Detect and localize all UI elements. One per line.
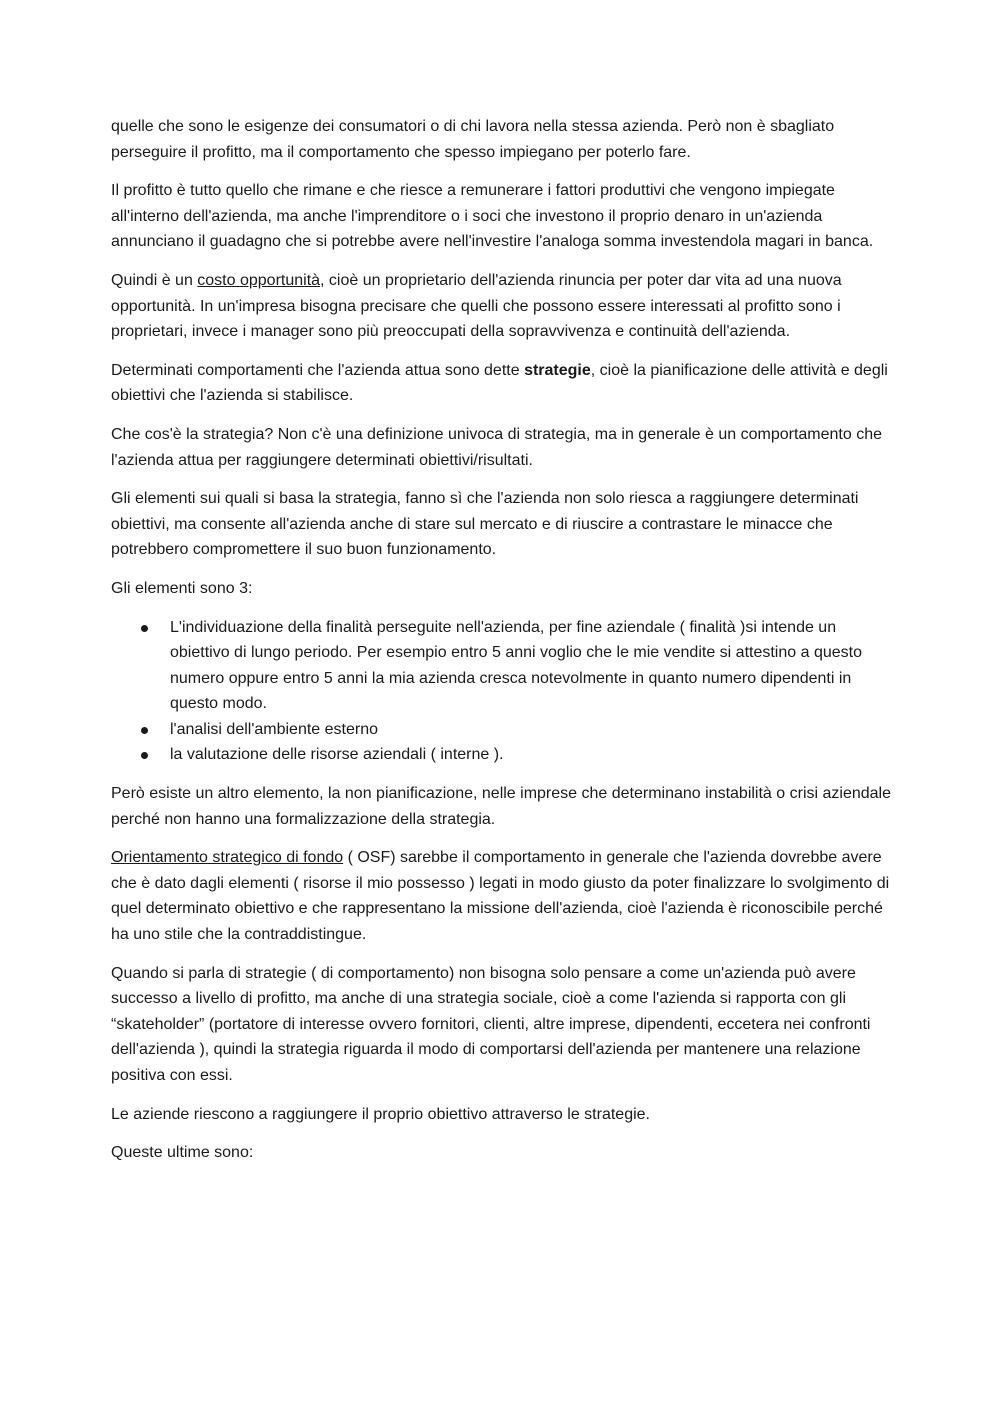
paragraph-osf bbox=[111, 845, 891, 947]
paragraph-profitto: Il profitto è tutto quello che rimane e che riesce a remunerare i fattori produttivi che vengono impiegate all'interno dell'azienda, ma anche l'imprenditore o i soci che investono il proprio denaro in un'azienda annunciano il guadagno che si potrebbe avere nell'investire l'analoga somma investendola magari in banca. bbox=[111, 182, 874, 251]
paragraph-elementi-strategia: Gli elementi sui quali si basa la strategia, fanno sì che l'azienda non solo riesca a raggiungere determinati obiettivi, ma consente all'azienda anche di stare sul mercato e di riuscire a contrastare le minacce che potrebbero compromettere il suo buon funzionamento. bbox=[111, 490, 859, 559]
text-segment: ( OSF) sarebbe il comportamento in generale che l'azienda dovrebbe avere che è dato dagli elementi ( risorse il mio possesso ) legati in modo giusto da poter finalizzare lo svolgimento di quel determinato obiettivo e che rappresentano la missione dell'azienda, cioè l'azienda è riconoscibile perché ha uno stile che la contraddistingue. bbox=[111, 849, 890, 944]
paragraph-costo-opportunita bbox=[111, 268, 891, 345]
paragraph-non-pianificazione: Però esiste un altro elemento, la non pianificazione, nelle imprese che determinano instabilità o crisi aziendale perché non hanno una formalizzazione della strategia. bbox=[111, 785, 891, 828]
text-segment: , cioè la pianificazione delle attività e degli obiettivi che l'azienda si stabilisce. bbox=[111, 361, 888, 405]
bullet-icon bbox=[141, 752, 148, 759]
bullet-icon bbox=[141, 625, 148, 632]
list-item bbox=[111, 615, 891, 717]
document-page bbox=[111, 114, 891, 1179]
paragraph-obiettivo: Le aziende riescono a raggiungere il proprio obiettivo attraverso le strategie. bbox=[111, 1105, 650, 1123]
paragraph-queste-ultime: Queste ultime sono: bbox=[111, 1144, 254, 1162]
text-segment: Quindi è un bbox=[111, 271, 198, 289]
paragraph-esigenze: quelle che sono le esigenze dei consumatori o di chi lavora nella stessa azienda. Però non è sbagliato perseguire il profitto, ma il comportamento che spesso impiegano per poterlo fare. bbox=[111, 118, 835, 161]
list-item-text: l'analisi dell'ambiente esterno bbox=[170, 720, 379, 738]
term-strategie: strategie bbox=[524, 361, 591, 379]
bullet-list bbox=[111, 615, 891, 769]
list-item-text: L'individuazione della finalità perseguite nell'azienda, per fine aziendale ( finalità )si intende un obiettivo di lungo periodo. Per esempio entro 5 anni voglio che le mie vendite si attestino a questo numero oppure entro 5 anni la mia azienda cresca notevolmente in quanto numero dipendenti in questo modo. bbox=[170, 618, 862, 713]
bullet-icon bbox=[141, 727, 148, 734]
paragraph-definizione-strategia: Che cos'è la strategia? Non c'è una definizione univoca di strategia, ma in generale è un comportamento che l'azienda attua per raggiungere determinati obiettivi/risultati. bbox=[111, 425, 883, 469]
paragraph-strategia-sociale: Quando si parla di strategie ( di comportamento) non bisogna solo pensare a come un'azienda può avere successo a livello di profitto, ma anche di una strategia sociale, cioè a come l'azienda si rapporta con gli “skateholder” (portatore di interesse ovvero fornitori, clienti, altre imprese, dipendenti, eccetera nei confronti dell'azienda ), quindi la strategia riguarda il modo di comportarsi dell'azienda per mantenere una relazione positiva con essi. bbox=[111, 964, 871, 1084]
term-costo-opportunita: costo opportunità bbox=[197, 271, 321, 289]
text-segment: , cioè un proprietario dell'azienda rinuncia per poter dar vita ad una nuova opportunità. In un'impresa bisogna precisare che quelli che possono essere interessati al profitto sono i proprietari, invece i manager sono più preoccupati della sopravvivenza e continuità dell'azienda. bbox=[111, 271, 842, 341]
list-item bbox=[111, 717, 891, 743]
list-item bbox=[111, 742, 891, 768]
text-segment: Determinati comportamenti che l'azienda attua sono dette bbox=[111, 361, 525, 379]
list-item-text: la valutazione delle risorse aziendali ( interne ). bbox=[170, 746, 504, 764]
paragraph-strategie bbox=[111, 358, 891, 409]
term-osf: Orientamento strategico di fondo bbox=[111, 849, 344, 867]
paragraph-elementi-sono-3: Gli elementi sono 3: bbox=[111, 579, 253, 597]
